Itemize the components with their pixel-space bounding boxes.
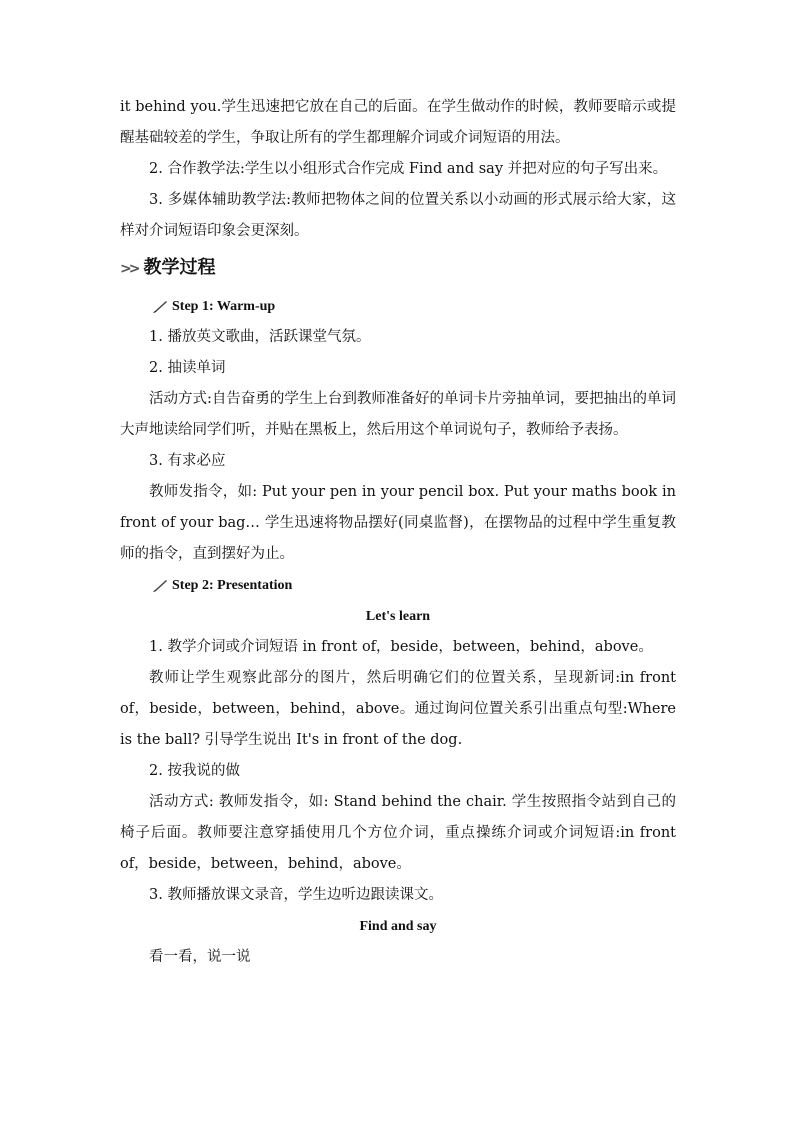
step2-item1: 1. 教学介词或介词短语 in front of，beside，between，behind，above。 <box>149 639 653 655</box>
step2-item2-desc: 活动方式: 教师发指令，如: Stand behind the chair. 学生按照指令站到自己的椅子后面。教师要注意穿插使用几个方位介词，重点操练介词或介词短语:in front of，beside，between，behind，above。 <box>120 794 676 872</box>
step1-item2-desc: 活动方式:自告奋勇的学生上台到教师准备好的单词卡片旁抽单词，要把抽出的单词大声地读给同学们听，并贴在黑板上，然后用这个单词说句子，教师给予表扬。 <box>120 391 676 438</box>
step2-title: Step 2: Presentation <box>172 578 293 593</box>
step1-heading <box>120 291 676 322</box>
double-chevron-icon: >> <box>120 261 138 277</box>
intro-paragraph: it behind you.学生迅速把它放在自己的后面。在学生做动作的时候，教师要暗示或提醒基础较差的学生，争取让所有的学生都理解介词或介词短语的用法。 <box>120 99 676 146</box>
document-page <box>120 92 676 973</box>
section-title: 教学过程 <box>143 257 216 278</box>
section-heading <box>120 253 676 283</box>
step1-item3-desc: 教师发指令，如: Put your pen in your pencil box. Put your maths book in front of your bag… 学生迅速将物品摆好(同桌监督)，在摆物品的过程中学生重复教师的指令，直到摆好为止。 <box>120 484 676 562</box>
step2-item2: 2. 按我说的做 <box>149 763 240 779</box>
step2-item1-desc: 教师让学生观察此部分的图片，然后明确它们的位置关系，呈现新词:in front of，beside，between，behind，above。通过询问位置关系引出重点句型:Where is the ball? 引导学生说出 It's in front of the dog. <box>120 670 676 748</box>
step1-title: Step 1: Warm-up <box>172 299 276 314</box>
pen-icon <box>152 300 169 314</box>
step1-item1: 1. 播放英文歌曲，活跃课堂气氛。 <box>149 329 371 345</box>
step1-item2: 2. 抽读单词 <box>149 360 226 376</box>
find-and-say-desc: 看一看，说一说 <box>149 949 251 965</box>
step2-heading <box>120 570 676 601</box>
method-multimedia: 3. 多媒体辅助教学法:教师把物体之间的位置关系以小动画的形式展示给大家，这样对介词短语印象会更深刻。 <box>120 192 676 239</box>
find-and-say-heading: Find and say <box>359 919 437 934</box>
method-cooperative: 2. 合作教学法:学生以小组形式合作完成 Find and say 并把对应的句子写出来。 <box>149 161 668 177</box>
lets-learn-heading: Let's learn <box>365 609 431 624</box>
pen-icon <box>152 579 169 593</box>
step1-item3: 3. 有求必应 <box>149 453 226 469</box>
step2-item3: 3. 教师播放课文录音，学生边听边跟读课文。 <box>149 887 443 903</box>
